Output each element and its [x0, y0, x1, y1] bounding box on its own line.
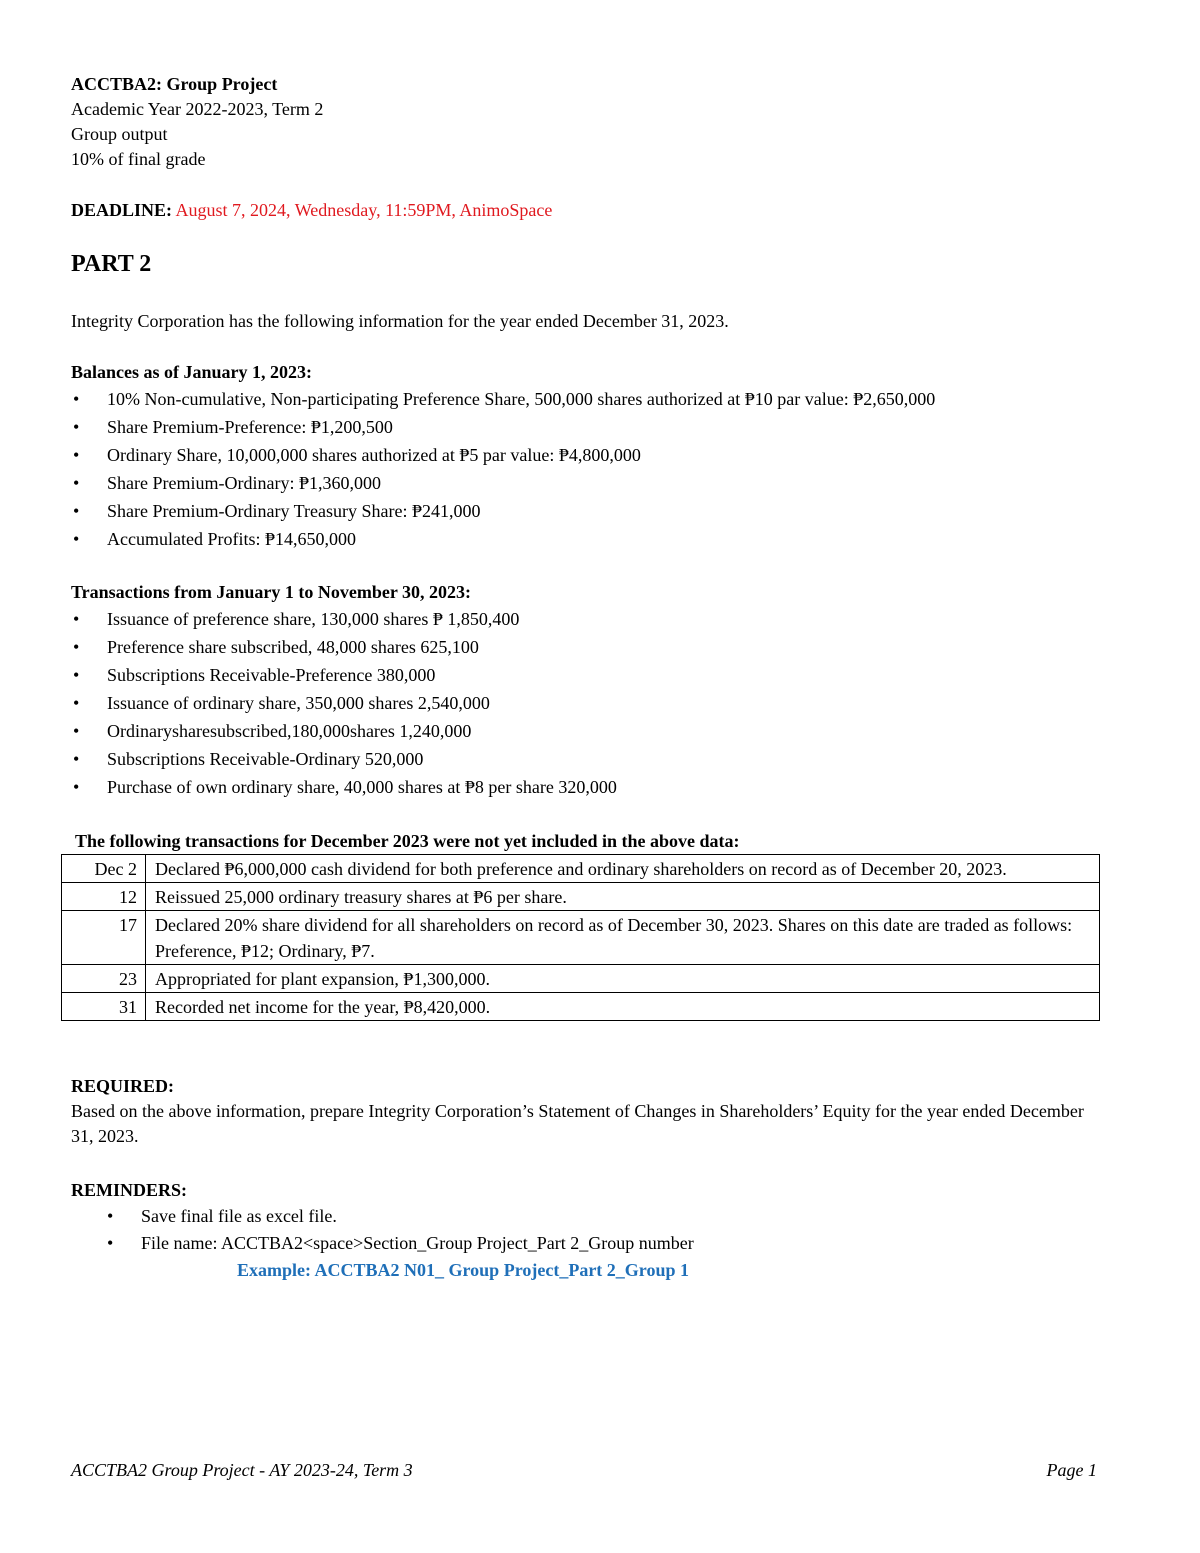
grade-weight: 10% of final grade [71, 149, 206, 169]
december-table-title: The following transactions for December 2023 were not yet included in the above data: [75, 831, 740, 851]
table-row [62, 855, 1100, 883]
list-item: • File name: ACCTBA2<space>Section_Group Project_Part 2_Group number [71, 1230, 694, 1257]
transactions-title: Transactions from January 1 to November 30, 2023: [71, 582, 471, 602]
description-cell: Reissued 25,000 ordinary treasury shares at ₱6 per share. [146, 883, 1100, 911]
date-cell: 17 [62, 911, 146, 965]
list-item: • Share Premium-Ordinary Treasury Share: ₱241,000 [71, 497, 935, 525]
list-item: • Subscriptions Receivable-Preference 380,000 [71, 661, 617, 689]
balances-title: Balances as of January 1, 2023: [71, 362, 313, 382]
transactions-list [71, 605, 617, 801]
output-type: Group output [71, 124, 168, 144]
list-item: • Issuance of preference share, 130,000 shares ₱ 1,850,400 [71, 605, 617, 633]
description-cell: Declared ₱6,000,000 cash dividend for both preference and ordinary shareholders on record as of December 20, 2023. [146, 855, 1100, 883]
list-item: • Issuance of ordinary share, 350,000 shares 2,540,000 [71, 689, 617, 717]
table-row [62, 993, 1100, 1021]
list-item: • Save final file as excel file. [71, 1203, 694, 1230]
table-row [62, 965, 1100, 993]
course-title: ACCTBA2: Group Project [71, 74, 278, 94]
list-item: • Ordinary Share, 10,000,000 shares authorized at ₱5 par value: ₱4,800,000 [71, 441, 935, 469]
filename-example: Example: ACCTBA2 N01_ Group Project_Part 2_Group 1 [237, 1260, 689, 1280]
list-item: • Subscriptions Receivable-Ordinary 520,000 [71, 745, 617, 773]
list-item: • Share Premium-Preference: ₱1,200,500 [71, 413, 935, 441]
date-cell: 23 [62, 965, 146, 993]
document-header [71, 72, 323, 172]
deadline-label: DEADLINE: [71, 200, 173, 220]
table-row [62, 911, 1100, 965]
deadline-line [71, 198, 552, 223]
required-title: REQUIRED: [71, 1076, 175, 1096]
list-item: • Purchase of own ordinary share, 40,000 shares at ₱8 per share 320,000 [71, 773, 617, 801]
deadline-value: August 7, 2024, Wednesday, 11:59PM, AnimoSpace [175, 200, 553, 220]
balances-list [71, 385, 935, 553]
description-cell: Declared 20% share dividend for all shareholders on record as of December 30, 2023. Shares on this date are traded as follows: Preference, ₱12; Ordinary, ₱7. [146, 911, 1100, 965]
intro-text: Integrity Corporation has the following information for the year ended December 31, 2023. [71, 311, 729, 331]
list-item: • 10% Non-cumulative, Non-participating Preference Share, 500,000 shares authorized at ₱10 par value: ₱2,650,000 [71, 385, 935, 413]
table-row [62, 883, 1100, 911]
list-item: • Share Premium-Ordinary: ₱1,360,000 [71, 469, 935, 497]
list-item: • Preference share subscribed, 48,000 shares 625,100 [71, 633, 617, 661]
december-transactions-table [61, 854, 1100, 1021]
description-cell: Recorded net income for the year, ₱8,420,000. [146, 993, 1100, 1021]
required-section [71, 1074, 1101, 1149]
date-cell: 31 [62, 993, 146, 1021]
transactions-section [71, 580, 617, 801]
description-cell: Appropriated for plant expansion, ₱1,300,000. [146, 965, 1100, 993]
list-item: • Ordinarysharesubscribed,180,000shares 1,240,000 [71, 717, 617, 745]
footer-course: ACCTBA2 Group Project - AY 2023-24, Term 3 [71, 1460, 413, 1480]
reminders-section [71, 1178, 694, 1284]
list-item: • Accumulated Profits: ₱14,650,000 [71, 525, 935, 553]
date-cell: 12 [62, 883, 146, 911]
reminders-list [71, 1203, 694, 1257]
part-title: PART 2 [71, 251, 152, 277]
page-number: Page 1 [1046, 1460, 1097, 1480]
balances-section [71, 360, 935, 553]
academic-year: Academic Year 2022-2023, Term 2 [71, 99, 324, 119]
reminders-title: REMINDERS: [71, 1180, 188, 1200]
required-text: Based on the above information, prepare Integrity Corporation’s Statement of Changes in Shareholders’ Equity for the year ended December 31, 2023. [71, 1101, 1084, 1146]
date-cell: Dec 2 [62, 855, 146, 883]
